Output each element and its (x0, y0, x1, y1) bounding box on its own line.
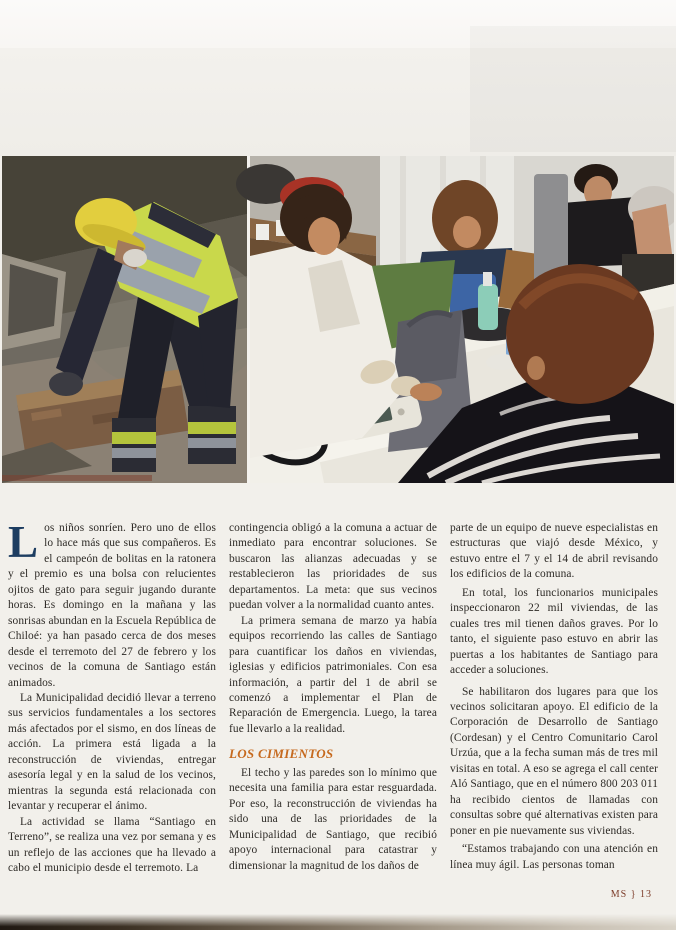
feature-photo (2, 156, 674, 483)
paragraph-dropcap (8, 517, 216, 691)
paragraph: La actividad se llama “Santiago en Terreno”, se realiza una vez por semana y es un reflejo de las acciones que ha llevado a cabo el municipio desde el terremoto. La (8, 815, 216, 874)
paragraph-text: os niños sonríen. Pero uno de ellos lo hace más que sus compañeros. Es el campeón de bolitas en la ratonera y el premio es una bolsa con relucientes ojitos de gato para seguir jugando durante horas. Es domingo en la mañana y las sonrisas abundan en la Escuela República de Chiloé: ya han pasado cerca de dos meses desde el terremoto del 27 de febrero y los vecinos de la comuna de Santiago están animados. (8, 522, 216, 689)
article-column-2 (229, 521, 437, 874)
paragraph: En total, los funcionarios municipales inspeccionaron 22 mil viviendas, de las cuales tres mil tienen daños graves. Por lo tanto, el siguiente paso estuvo en abrir las puertas a los habitantes de Santiago para acceder a soluciones. (450, 586, 658, 677)
drop-cap: L (8, 517, 39, 567)
worker-glove (49, 372, 83, 396)
article-column-3 (450, 521, 658, 873)
dust-mask (123, 249, 147, 267)
photo-right-clinic (236, 156, 674, 483)
patient-hand (410, 383, 442, 401)
paragraph: Se habilitaron dos lugares para que los vecinos solicitaran apoyo. El edificio de la Corporación de Desarrollo de Santiago (Cordesan) y el Centro Comunitario Carol Urzúa, que a la fecha suman más de tres mil visitas en total. A eso se agrega el call center Aló Santiago, que en el número 800 203 011 ha recibido cientos de llamadas con consultas sobre qué alternativas existen para poner en pie nuevamente sus viviendas. (450, 685, 658, 837)
feature-photo-illustration (2, 156, 674, 483)
worker-boot (188, 406, 236, 464)
nurse-face (308, 217, 340, 255)
paragraph: contingencia obligó a la comuna a actuar de inmediato para encontrar soluciones. Se buscaron las alianzas adecuadas y se restablecieron las prioridades de sus departamentos. La meta: que sus vecinos puedan volver a la normalidad cuanto antes. (229, 522, 437, 612)
paragraph: parte de un equipo de nueve especialistas en estructuras que viajó desde México, y estuvo entre el 7 y el 14 de abril revisando los edificios de la comuna. (450, 522, 658, 581)
paragraph: La Municipalidad decidió llevar a terreno sus servicios fundamentales a los sectores más afectados por el sismo, en dos líneas de acción. La primera está ligada a la reconstrucción de viviendas, entregar asesoría legal y en la salud de los vecinos, mientras la segunda está relacionada con levantar y recuperar el ánimo. (8, 691, 216, 813)
section-heading: LOS CIMIENTOS (229, 746, 334, 762)
photo-divider (247, 156, 250, 483)
paragraph: La primera semana de marzo ya había equipos recorriendo las calles de Santiago para cuantificar los daños en viviendas, iglesias y edificios patrimoniales. Con esa información, a partir del 1 de abril se comenzó a implementar el Plan de Reparación de Emergencia. Luego, la tarea fue llevarlo a la realidad. (229, 614, 437, 735)
worker-boot (112, 418, 156, 472)
paper-cup (256, 224, 269, 240)
paragraph: El techo y las paredes son lo mínimo que necesita una familia para estar resguardada. Por eso, la reconstrucción de viviendas ha sido una de las prioridades de la Municipalidad de Santiago, que recibió apoyo internacional para catastrar y dimensionar la magnitud de los daños de (229, 766, 437, 872)
patient-hair (506, 264, 654, 404)
sanitizer-bottle (478, 284, 498, 330)
photo-left-worker (2, 156, 267, 483)
article-column-1 (8, 517, 216, 876)
paragraph: “Estamos trabajando con una atención en línea muy ágil. Las personas toman (450, 843, 658, 871)
scan-band (470, 26, 676, 152)
page-edge-shadow (0, 914, 676, 930)
folio-page-number: MS } 13 (610, 889, 652, 900)
